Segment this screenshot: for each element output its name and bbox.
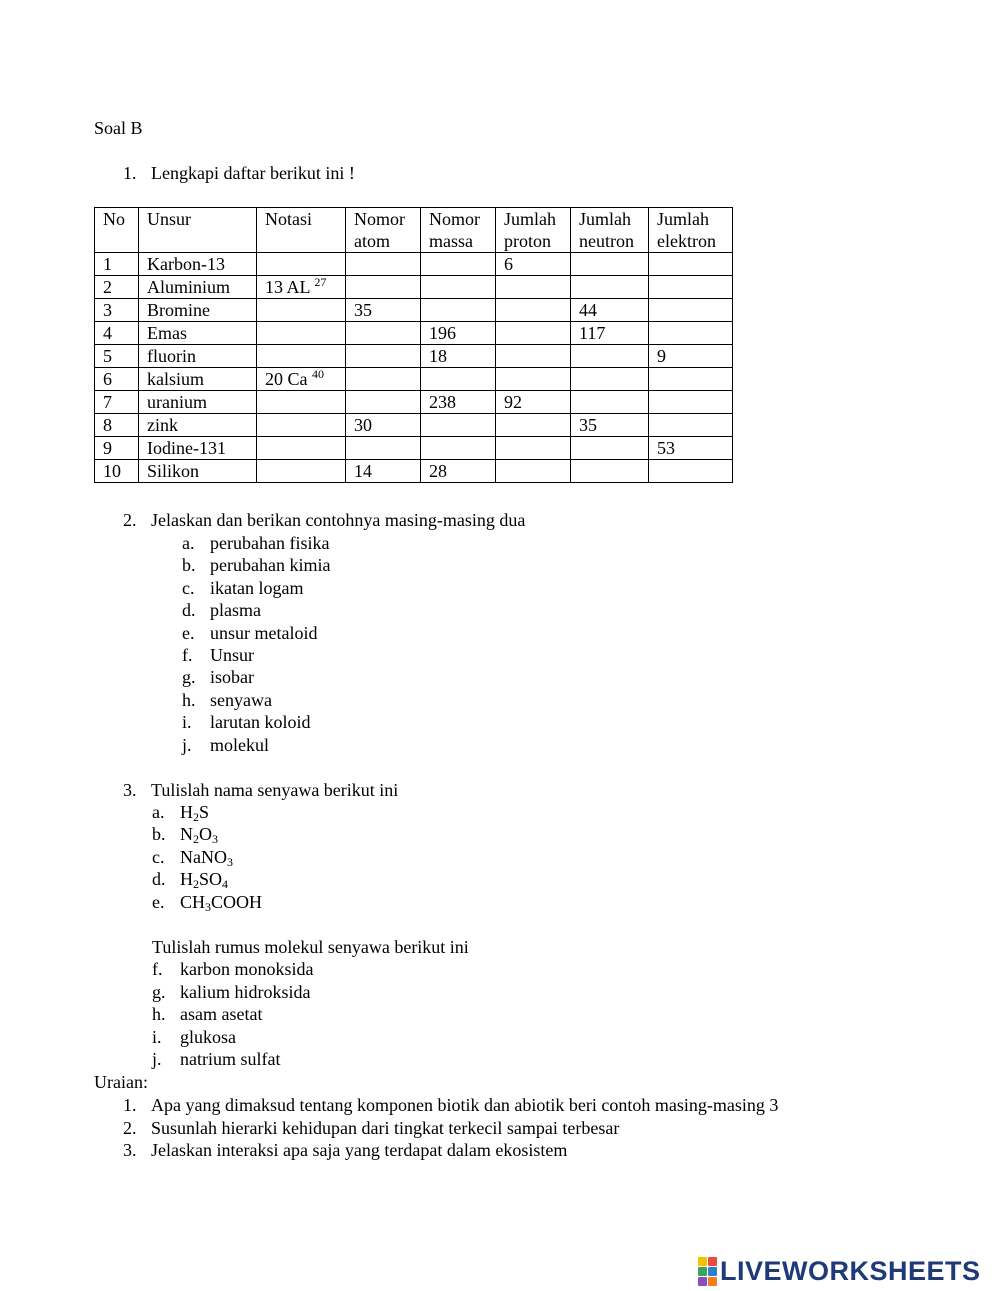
cell-elektron xyxy=(649,299,733,322)
cell-unsur: Iodine-131 xyxy=(139,437,257,460)
item-letter: d. xyxy=(182,600,196,621)
cell-atom: 30 xyxy=(346,414,421,437)
cell-no: 6 xyxy=(95,368,139,391)
item-text: unsur metaloid xyxy=(210,622,318,643)
table-header-row xyxy=(95,208,733,253)
subscript: 2 xyxy=(193,832,199,847)
list-item xyxy=(152,1026,236,1048)
element-table xyxy=(94,207,733,483)
cell-proton xyxy=(496,299,571,322)
formula-item xyxy=(152,846,233,868)
item-letter: i. xyxy=(182,712,192,733)
cell-proton xyxy=(496,414,571,437)
formula-part: O xyxy=(199,824,212,845)
mass-number: 27 xyxy=(314,275,327,289)
cell-proton xyxy=(496,345,571,368)
cell-massa xyxy=(421,299,496,322)
formula-text xyxy=(180,892,262,912)
table-body xyxy=(95,253,733,483)
cell-proton xyxy=(496,368,571,391)
header-nomor-massa: Nomor massa xyxy=(421,208,496,253)
cell-elektron xyxy=(649,460,733,483)
question-1 xyxy=(123,162,355,184)
mass-number: 40 xyxy=(312,367,324,381)
table-row xyxy=(95,322,733,345)
cell-proton: 92 xyxy=(496,391,571,414)
cell-atom xyxy=(346,391,421,414)
header-nomor-atom: Nomor atom xyxy=(346,208,421,253)
formula-part: CH xyxy=(180,891,206,912)
logo-tile xyxy=(708,1257,717,1266)
cell-unsur: zink xyxy=(139,414,257,437)
table-row xyxy=(95,276,733,299)
formula-part: NaNO xyxy=(180,846,227,867)
cell-notasi xyxy=(257,414,346,437)
cell-no: 5 xyxy=(95,345,139,368)
question-text: Jelaskan dan berikan contohnya masing-masing dua xyxy=(151,510,526,530)
subscript: 3 xyxy=(205,899,212,914)
cell-massa xyxy=(421,368,496,391)
table-row xyxy=(95,253,733,276)
cell-proton xyxy=(496,460,571,483)
cell-elektron xyxy=(649,368,733,391)
item-text: Apa yang dimaksud tentang komponen biotik dan abiotik beri contoh masing-masing 3 xyxy=(151,1095,779,1115)
header-jumlah-neutron: Jumlah neutron xyxy=(571,208,649,253)
item-letter: j. xyxy=(152,1049,162,1070)
item-number: 1. xyxy=(123,1095,137,1115)
item-letter: d. xyxy=(152,869,166,890)
formula-item xyxy=(152,823,218,845)
formula-item xyxy=(152,891,262,913)
item-text: perubahan fisika xyxy=(210,533,330,553)
cell-neutron xyxy=(571,460,649,483)
item-letter: i. xyxy=(152,1026,162,1047)
cell-unsur: Emas xyxy=(139,322,257,345)
table-row xyxy=(95,391,733,414)
formula-item xyxy=(152,868,228,890)
logo-text: LIVEWORKSHEETS xyxy=(720,1255,981,1286)
item-letter: h. xyxy=(152,1004,166,1025)
cell-neutron xyxy=(571,276,649,299)
formula-part: N xyxy=(180,824,193,845)
list-item xyxy=(182,577,303,599)
list-item xyxy=(182,554,330,576)
cell-unsur: Aluminium xyxy=(139,276,257,299)
cell-neutron xyxy=(571,391,649,414)
formula-part: SO xyxy=(199,869,223,890)
cell-neutron xyxy=(571,368,649,391)
table-row xyxy=(95,460,733,483)
question-text: Lengkapi daftar berikut ini ! xyxy=(151,163,355,183)
formula-part: S xyxy=(199,802,210,822)
item-letter: c. xyxy=(152,846,165,867)
cell-atom xyxy=(346,253,421,276)
table-row xyxy=(95,299,733,322)
header-jumlah-proton: Jumlah proton xyxy=(496,208,571,253)
cell-elektron xyxy=(649,414,733,437)
cell-massa xyxy=(421,414,496,437)
question-number: 1. xyxy=(123,163,137,183)
cell-massa xyxy=(421,276,496,299)
item-letter: c. xyxy=(182,577,195,598)
cell-atom xyxy=(346,276,421,299)
formula-part: H xyxy=(180,802,193,822)
formula-item xyxy=(152,801,209,823)
cell-elektron xyxy=(649,253,733,276)
item-text: karbon monoksida xyxy=(180,959,314,979)
list-item xyxy=(152,1003,262,1025)
item-text: asam asetat xyxy=(180,1004,263,1025)
item-letter: b. xyxy=(182,555,196,576)
cell-elektron xyxy=(649,391,733,414)
subscript: 2 xyxy=(193,877,199,892)
formula-text xyxy=(180,869,229,892)
list-item xyxy=(182,689,272,711)
list-item xyxy=(182,599,261,621)
item-text: Unsur xyxy=(210,645,254,665)
cell-proton xyxy=(496,437,571,460)
item-letter: h. xyxy=(182,689,196,710)
cell-massa: 196 xyxy=(421,322,496,345)
list-item xyxy=(182,532,329,554)
cell-elektron xyxy=(649,276,733,299)
item-text: larutan koloid xyxy=(210,712,311,733)
item-letter: b. xyxy=(152,824,166,845)
item-text: Jelaskan interaksi apa saja yang terdapat dalam ekosistem xyxy=(151,1140,568,1161)
uraian-title: Uraian: xyxy=(94,1072,148,1092)
cell-atom: 35 xyxy=(346,299,421,322)
cell-massa xyxy=(421,253,496,276)
item-text: isobar xyxy=(210,667,254,688)
item-text: natrium sulfat xyxy=(180,1049,281,1070)
cell-no: 8 xyxy=(95,414,139,437)
cell-neutron: 117 xyxy=(571,322,649,345)
uraian-item xyxy=(123,1117,619,1139)
formula-text xyxy=(180,824,218,847)
logo-tile xyxy=(708,1267,717,1276)
cell-no: 1 xyxy=(95,253,139,276)
item-letter: e. xyxy=(152,891,165,912)
subscript: 3 xyxy=(212,832,218,847)
cell-notasi xyxy=(257,437,346,460)
formula-part: H xyxy=(180,869,193,890)
worksheet-title: Soal B xyxy=(94,118,143,138)
cell-massa: 18 xyxy=(421,345,496,368)
cell-massa: 238 xyxy=(421,391,496,414)
item-text: senyawa xyxy=(210,689,272,710)
item-text: perubahan kimia xyxy=(210,555,331,576)
cell-unsur: Bromine xyxy=(139,299,257,322)
table-row xyxy=(95,437,733,460)
cell-notasi xyxy=(257,276,346,299)
question-2 xyxy=(123,509,525,531)
cell-neutron xyxy=(571,253,649,276)
cell-unsur: Silikon xyxy=(139,460,257,483)
table-row xyxy=(95,368,733,391)
logo-mark-icon xyxy=(698,1257,717,1286)
list-item xyxy=(182,644,254,666)
header-unsur: Unsur xyxy=(139,208,257,253)
header-no: No xyxy=(95,208,139,253)
notation-symbol: 13 AL xyxy=(265,277,315,297)
cell-unsur: fluorin xyxy=(139,345,257,368)
subscript: 3 xyxy=(227,854,233,869)
cell-proton xyxy=(496,276,571,299)
cell-notasi xyxy=(257,460,346,483)
cell-atom: 14 xyxy=(346,460,421,483)
logo-tile xyxy=(698,1267,707,1276)
list-item xyxy=(152,958,313,980)
cell-no: 10 xyxy=(95,460,139,483)
cell-massa xyxy=(421,437,496,460)
cell-notasi xyxy=(257,253,346,276)
cell-unsur: Karbon-13 xyxy=(139,253,257,276)
cell-elektron: 9 xyxy=(649,345,733,368)
item-letter: a. xyxy=(182,533,195,553)
cell-neutron: 44 xyxy=(571,299,649,322)
cell-neutron xyxy=(571,345,649,368)
header-notasi: Notasi xyxy=(257,208,346,253)
logo-tile xyxy=(708,1277,717,1286)
question-number: 2. xyxy=(123,510,137,530)
cell-notasi xyxy=(257,391,346,414)
cell-proton: 6 xyxy=(496,253,571,276)
item-letter: a. xyxy=(152,802,165,822)
formula-text xyxy=(180,802,209,822)
cell-notasi xyxy=(257,345,346,368)
question-3-part-2: Tulislah rumus molekul senyawa berikut ini xyxy=(152,937,469,957)
cell-elektron: 53 xyxy=(649,437,733,460)
item-text: Susunlah hierarki kehidupan dari tingkat terkecil sampai terbesar xyxy=(151,1117,620,1138)
question-number: 3. xyxy=(123,780,137,800)
item-letter: f. xyxy=(152,959,163,979)
item-number: 2. xyxy=(123,1117,137,1138)
table-row xyxy=(95,414,733,437)
cell-atom xyxy=(346,345,421,368)
liveworksheets-logo xyxy=(698,1256,981,1286)
cell-no: 9 xyxy=(95,437,139,460)
cell-notasi xyxy=(257,299,346,322)
cell-no: 4 xyxy=(95,322,139,345)
item-letter: g. xyxy=(182,667,196,688)
item-text: plasma xyxy=(210,600,261,621)
question-text: Tulislah nama senyawa berikut ini xyxy=(151,780,399,800)
item-text: molekul xyxy=(210,734,269,755)
cell-elektron xyxy=(649,322,733,345)
list-item xyxy=(182,666,254,688)
cell-notasi xyxy=(257,322,346,345)
list-item xyxy=(182,711,310,733)
cell-unsur: kalsium xyxy=(139,368,257,391)
cell-neutron xyxy=(571,437,649,460)
subscript: 2 xyxy=(193,810,199,824)
list-item xyxy=(152,1048,280,1070)
list-item xyxy=(182,622,317,644)
cell-atom xyxy=(346,437,421,460)
cell-notasi xyxy=(257,368,346,391)
logo-tile xyxy=(698,1257,707,1266)
item-text: ikatan logam xyxy=(210,577,304,598)
table-row xyxy=(95,345,733,368)
formula-part: COOH xyxy=(211,891,263,912)
subscript: 4 xyxy=(222,877,229,892)
cell-atom xyxy=(346,368,421,391)
item-letter: e. xyxy=(182,622,195,643)
cell-atom xyxy=(346,322,421,345)
uraian-item xyxy=(123,1139,567,1161)
cell-no: 7 xyxy=(95,391,139,414)
cell-no: 2 xyxy=(95,276,139,299)
cell-proton xyxy=(496,322,571,345)
logo-tile xyxy=(698,1277,707,1286)
item-letter: j. xyxy=(182,734,192,755)
uraian-item xyxy=(123,1094,778,1116)
list-item xyxy=(182,734,269,756)
formula-text xyxy=(180,847,233,867)
item-text: kalium hidroksida xyxy=(180,981,311,1002)
item-number: 3. xyxy=(123,1140,137,1161)
item-letter: f. xyxy=(182,645,193,665)
item-letter: g. xyxy=(152,981,166,1002)
notation-symbol: 20 Ca xyxy=(265,369,312,389)
item-text: glukosa xyxy=(180,1026,236,1047)
question-3 xyxy=(123,779,398,801)
header-jumlah-elektron: Jumlah elektron xyxy=(649,208,733,253)
cell-massa: 28 xyxy=(421,460,496,483)
cell-neutron: 35 xyxy=(571,414,649,437)
cell-unsur: uranium xyxy=(139,391,257,414)
list-item xyxy=(152,981,310,1003)
cell-no: 3 xyxy=(95,299,139,322)
